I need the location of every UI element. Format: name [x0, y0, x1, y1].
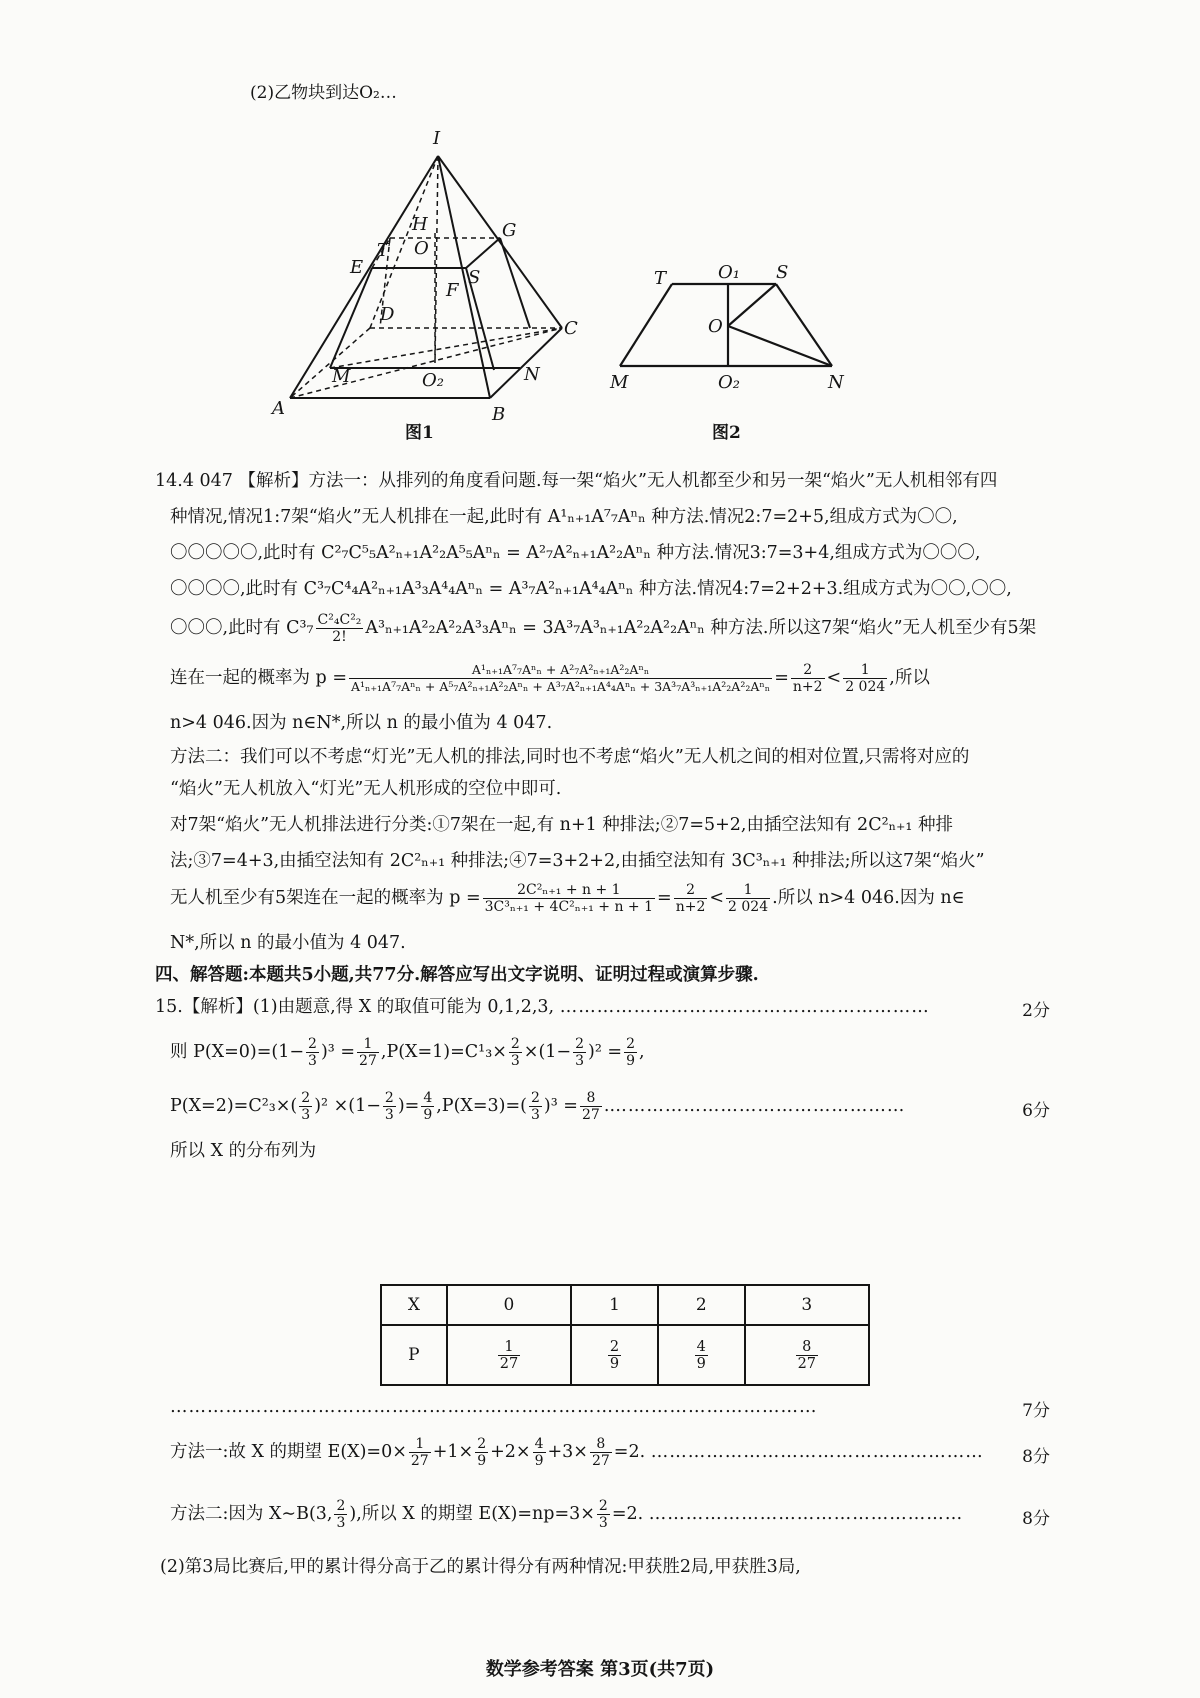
table-cell: $\frac{1}{27}$: [447, 1325, 571, 1385]
table-cell: $\frac{2}{9}$: [571, 1325, 658, 1385]
table-cell: 0: [447, 1285, 571, 1325]
q14-line-7: n>4 046.因为 n∈N*,所以 n 的最小值为 4 047.: [170, 713, 553, 733]
fraction: $\frac{2}{3}$: [575, 1036, 585, 1069]
q15-points-8b: 8分: [1022, 1509, 1050, 1529]
q14-method2-line-1: 方法二：我们可以不考虑“灯光”无人机的排法,同时也不考虑“焰火”无人机之间的相对位置,只需将对应的: [170, 747, 970, 767]
fig1-label-F: F: [446, 280, 459, 301]
q15-line-1: 15.【解析】(1)由题意,得 X 的取值可能为 0,1,2,3, ……………………………………………………: [155, 997, 930, 1017]
q15-part-2: (2)第3局比赛后,甲的累计得分高于乙的累计得分有两种情况:甲获胜2局,甲获胜3局,: [160, 1557, 801, 1577]
q14-method2-line-2: “焰火”无人机放入“灯光”无人机形成的空位中即可.: [170, 779, 562, 799]
distribution-table: [380, 1284, 870, 1386]
fraction: $\frac{4}{9}$: [423, 1090, 433, 1123]
section-4-heading: 四、解答题:本题共5小题,共77分.解答应写出文字说明、证明过程或演算步骤.: [155, 965, 759, 985]
q15-points-2: 2分: [1022, 1001, 1050, 1021]
q14-line-4: 〇〇〇〇,此时有 C³₇C⁴₄A²ₙ₊₁A³₃A⁴₄Aⁿₙ = A³₇A²ₙ₊₁A⁴₄Aⁿₙ 种方法.情况4:7=2+2+3.组成方式为〇〇,〇〇,: [170, 579, 1012, 599]
q15-line-4: 所以 X 的分布列为: [170, 1141, 317, 1161]
table-cell: $\frac{8}{27}$: [745, 1325, 869, 1385]
table-cell: 1: [571, 1285, 658, 1325]
figure-1-caption: 图1: [405, 423, 434, 443]
q14-method2-line-5: 无人机至少有5架连在一起的概率为 p = $\frac{\text{2C²ₙ₊₁ + n + 1}}{\text{3C³ₙ₊₁ + 4C²ₙ₊₁ + n + 1}}$ = $\frac{2}{n+2}$ < $\frac{1}{2 024}$ .所以 n>4 046.因为 n∈: [170, 882, 965, 915]
q14-line-6: 连在一起的概率为 p = A¹ₙ₊₁A⁷₇Aⁿₙ + A²₇A²ₙ₊₁A²₂Aⁿₙ A¹ₙ₊₁A⁷₇Aⁿₙ + A⁵₇A²ₙ₊₁A²₂Aⁿₙ + A³₇A²ₙ₊₁A⁴₄Aⁿₙ + 3A³₇A³ₙ₊₁A²₂A²₂Aⁿₙ = $\frac{2}{n+2}$ < $\frac{1}{2 024}$ ,所以: [170, 662, 930, 695]
fig2-label-S: S: [776, 262, 789, 283]
fig1-label-G: G: [502, 220, 517, 241]
q15-points-7: 7分: [1022, 1401, 1050, 1421]
table-cell: P: [381, 1325, 447, 1385]
fraction: $\frac{2}{9}$: [626, 1036, 636, 1069]
fraction: $\frac{2}{3}$: [510, 1036, 520, 1069]
fraction: $\frac{2}{3}$: [598, 1498, 608, 1531]
table-cell: $\frac{4}{9}$: [658, 1325, 745, 1385]
q14-line-3: 〇〇〇〇〇,此时有 C²₇C⁵₅A²ₙ₊₁A²₂A⁵₅Aⁿₙ = A²₇A²ₙ₊₁A²₂Aⁿₙ 种方法.情况3:7=3+4,组成方式为〇〇〇,: [170, 543, 981, 563]
fraction: $\frac{2}{3}$: [336, 1498, 346, 1531]
fig2-label-O: O: [708, 316, 723, 337]
q15-points-6: 6分: [1022, 1101, 1050, 1121]
q15-method1: 方法一:故 X 的期望 E(X)=0× $\frac{1}{27}$ +1× $\frac{2}{9}$ +2× $\frac{4}{9}$ +3× $\frac{8}{27}$ =2. ………………………………………………: [170, 1436, 984, 1469]
q15-line-3: P(X=2)=C²₃×( $\frac{2}{3}$ )² ×(1− $\frac{2}{3}$ )= $\frac{4}{9}$ ,P(X=3)=( $\frac{2}{3}$ )³ = $\frac{8}{27}$ .…………………………………………: [170, 1090, 906, 1123]
fraction: $\frac{1}{2 024}$: [845, 662, 886, 695]
fig1-label-B: B: [492, 404, 506, 425]
q14-method2-line-6: N*,所以 n 的最小值为 4 047.: [170, 933, 406, 953]
q14-line-5: 〇〇〇,此时有 C³₇ $\frac{\text{C²₄C²₂}}{2!}$ A³ₙ₊₁A²₂A²₂A³₃Aⁿₙ = 3A³₇A³ₙ₊₁A²₂A²₂Aⁿₙ 种方法.所以这7架“焰火”无人机至少有5架: [170, 612, 1037, 645]
fig2-label-M: M: [610, 372, 629, 393]
fraction: $\frac{2}{9}$: [477, 1436, 487, 1469]
fraction: $\frac{2}{3}$: [308, 1036, 317, 1069]
fraction: $\frac{2}{n+2}$: [675, 882, 706, 915]
fraction: $\frac{8}{27}$: [581, 1090, 600, 1123]
fig1-label-M: M: [332, 366, 351, 387]
fraction: $\frac{1}{27}$: [410, 1436, 429, 1469]
fraction: $\frac{1}{27}$: [359, 1036, 377, 1069]
header-fragment: (2)乙物块到达O₂…: [250, 83, 397, 103]
table-cell: 3: [745, 1285, 869, 1325]
fig1-label-I: I: [433, 128, 441, 149]
probability-fraction: A¹ₙ₊₁A⁷₇Aⁿₙ + A²₇A²ₙ₊₁A²₂Aⁿₙ A¹ₙ₊₁A⁷₇Aⁿₙ + A⁵₇A²ₙ₊₁A²₂Aⁿₙ + A³₇A²ₙ₊₁A⁴₄Aⁿₙ + 3A³₇A³ₙ₊₁A²₂A²₂Aⁿₙ: [351, 662, 771, 694]
fig1-label-N: N: [524, 364, 540, 385]
fraction: $\frac{\text{C²₄C²₂}}{2!}$: [317, 612, 362, 645]
fraction: $\frac{8}{27}$: [591, 1436, 610, 1469]
q14-method2-line-4: 法;③7=4+3,由插空法知有 2C²ₙ₊₁ 种排法;④7=3+2+2,由插空法知有 3C³ₙ₊₁ 种排法;所以这7架“焰火”: [170, 851, 985, 871]
fig1-label-C: C: [564, 318, 578, 339]
fig1-label-O1: O: [414, 238, 429, 259]
fig1-label-A: A: [272, 398, 285, 419]
fig1-label-T: T: [377, 240, 390, 261]
q15-method2: 方法二:因为 X∼B(3, $\frac{2}{3}$ ),所以 X 的期望 E(X)=np=3× $\frac{2}{3}$ =2. ……………………………………………: [170, 1498, 964, 1531]
fig1-label-D: D: [380, 304, 395, 325]
fig2-label-T: T: [654, 268, 667, 289]
fraction: $\frac{2}{3}$: [301, 1090, 311, 1123]
figure-2-caption: 图2: [712, 423, 741, 443]
fig1-label-H: H: [412, 214, 428, 235]
fig1-label-E: E: [350, 257, 364, 278]
q14-line-2: 种情况,情况1:7架“焰火”无人机排在一起,此时有 A¹ₙ₊₁A⁷₇Aⁿₙ 种方法.情况2:7=2+5,组成方式为〇〇,: [170, 507, 958, 527]
fraction: $\frac{1}{2 024}$: [728, 882, 769, 915]
fig2-label-O2: O₂: [718, 372, 740, 393]
fig1-label-S: S: [468, 267, 481, 288]
probability-fraction: $\frac{\text{2C²ₙ₊₁ + n + 1}}{\text{3C³ₙ₊₁ + 4C²ₙ₊₁ + n + 1}}$: [484, 882, 654, 915]
table-cell: X: [381, 1285, 447, 1325]
page-footer: 数学参考答案 第3页(共7页): [485, 1659, 715, 1680]
after-table-dots: ……………………………………………………………………………………………: [170, 1397, 818, 1417]
fraction: $\frac{4}{9}$: [534, 1436, 544, 1469]
fraction: $\frac{2}{3}$: [384, 1090, 394, 1123]
fig2-label-N: N: [828, 372, 844, 393]
fraction: $\frac{2}{n+2}$: [792, 662, 823, 695]
fig1-label-O2: O₂: [422, 370, 444, 391]
q15-points-8a: 8分: [1022, 1447, 1050, 1467]
fraction: $\frac{2}{3}$: [530, 1090, 540, 1123]
figure-1-pyramid: [270, 118, 610, 438]
table-row: [381, 1285, 869, 1325]
table-cell: 2: [658, 1285, 745, 1325]
table-row: [381, 1325, 869, 1385]
q15-line-2: 则 P(X=0)=(1− $\frac{2}{3}$ )³ = $\frac{1}{27}$ ,P(X=1)=C¹₃× $\frac{2}{3}$ ×(1− $\frac{2}{3}$ )² = $\frac{2}{9}$ ,: [170, 1036, 645, 1069]
q14-method2-line-3: 对7架“焰火”无人机排法进行分类:①7架在一起,有 n+1 种排法;②7=5+2,由插空法知有 2C²ₙ₊₁ 种排: [170, 815, 953, 835]
figure-2-trapezoid: [600, 258, 850, 408]
q14-line-1: 14.4 047 【解析】方法一：从排列的角度看问题.每一架“焰火”无人机都至少和另一架“焰火”无人机相邻有四: [155, 471, 998, 491]
fig2-label-O1: O₁: [718, 262, 740, 283]
